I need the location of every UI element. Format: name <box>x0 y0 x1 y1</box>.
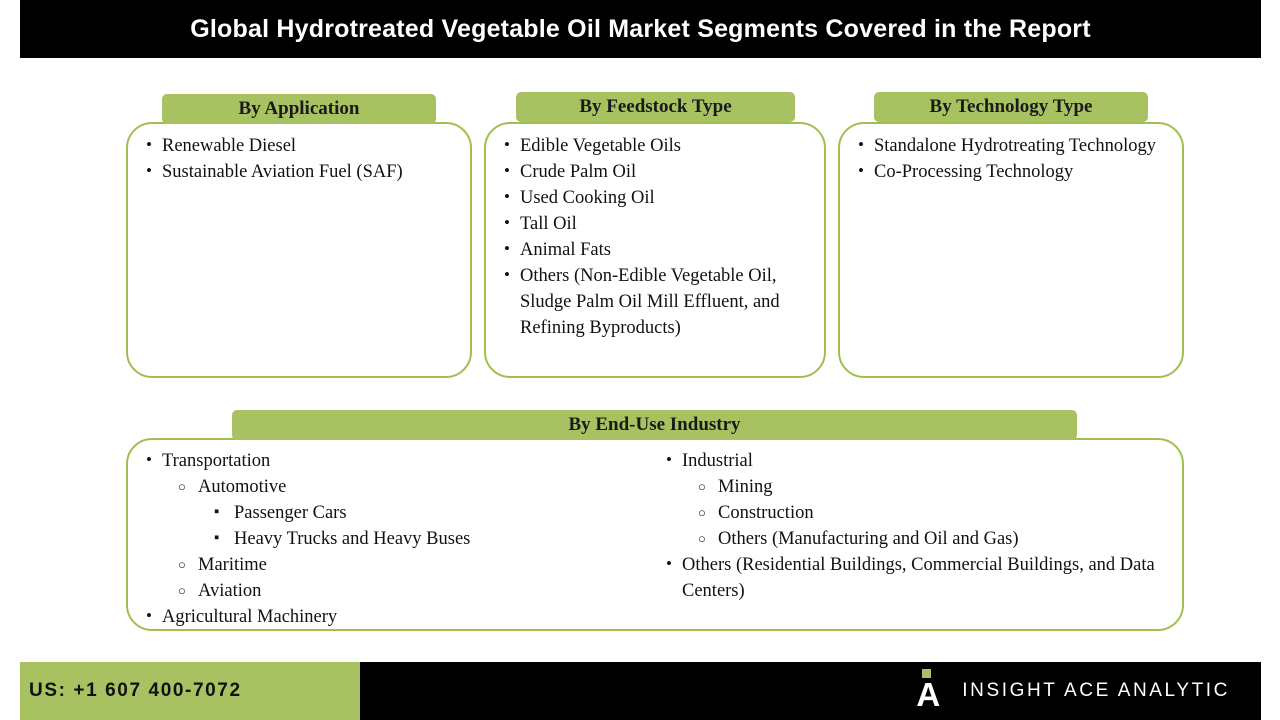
list-item: • Sustainable Aviation Fuel (SAF) <box>128 159 470 185</box>
card-by-feedstock-type <box>484 122 826 378</box>
technology-list <box>840 133 1182 185</box>
list-item: ○ Aviation <box>162 578 648 604</box>
list-item-label: Transportation <box>162 451 271 471</box>
footer-phone-number: US: +1 607 400-7072 <box>29 680 242 701</box>
brand-lockup <box>910 669 1261 713</box>
card-by-end-use-industry <box>126 438 1184 631</box>
list-item: • Used Cooking Oil <box>486 185 824 211</box>
list-item: • Edible Vegetable Oils <box>486 133 824 159</box>
list-item: • Others (Residential Buildings, Commercial Buildings, and Data Centers) <box>648 552 1168 604</box>
logo-icon <box>910 669 946 713</box>
enduse-right-list <box>648 448 1168 604</box>
enduse-left-list <box>128 448 648 630</box>
brand-name: INSIGHT ACE ANALYTIC <box>962 680 1230 701</box>
card-title-by-feedstock-type: By Feedstock Type <box>516 92 795 122</box>
enduse-columns <box>128 448 1182 630</box>
application-list <box>128 133 470 185</box>
list-item: ▪ Passenger Cars <box>198 500 648 526</box>
logo-letter: A <box>916 676 941 713</box>
list-item-label: Automotive <box>198 477 287 497</box>
feedstock-list <box>486 133 824 341</box>
list-item: ○ Others (Manufacturing and Oil and Gas) <box>682 526 1168 552</box>
card-title-by-application: By Application <box>162 94 436 124</box>
header-bar <box>20 0 1261 58</box>
card-title-by-technology-type: By Technology Type <box>874 92 1148 122</box>
card-title-by-end-use-industry: By End-Use Industry <box>232 410 1077 440</box>
list-item-label: Industrial <box>682 451 753 471</box>
enduse-column-right <box>648 448 1168 630</box>
footer-brand-bar <box>360 662 1261 720</box>
enduse-column-left <box>128 448 648 630</box>
list-item: ○ Construction <box>682 500 1168 526</box>
list-item: • Renewable Diesel <box>128 133 470 159</box>
list-item: • Crude Palm Oil <box>486 159 824 185</box>
card-by-application <box>126 122 472 378</box>
list-item <box>162 474 648 552</box>
list-item: • Others (Non-Edible Vegetable Oil, Sludge Palm Oil Mill Effluent, and Refining Byproducts) <box>486 263 824 341</box>
list-item: • Standalone Hydrotreating Technology <box>840 133 1182 159</box>
footer-contact-bar <box>20 662 360 720</box>
list-item <box>648 448 1168 552</box>
list-item: • Agricultural Machinery <box>128 604 648 630</box>
enduse-left-sublist <box>162 474 648 604</box>
list-item: • Tall Oil <box>486 211 824 237</box>
page-title: Global Hydrotreated Vegetable Oil Market Segments Covered in the Report <box>190 14 1091 43</box>
list-item <box>128 448 648 604</box>
list-item: ▪ Heavy Trucks and Heavy Buses <box>198 526 648 552</box>
list-item: • Animal Fats <box>486 237 824 263</box>
card-by-technology-type <box>838 122 1184 378</box>
list-item: • Co-Processing Technology <box>840 159 1182 185</box>
list-item: ○ Mining <box>682 474 1168 500</box>
enduse-right-sublist <box>682 474 1168 552</box>
enduse-left-subsublist <box>198 500 648 552</box>
list-item: ○ Maritime <box>162 552 648 578</box>
